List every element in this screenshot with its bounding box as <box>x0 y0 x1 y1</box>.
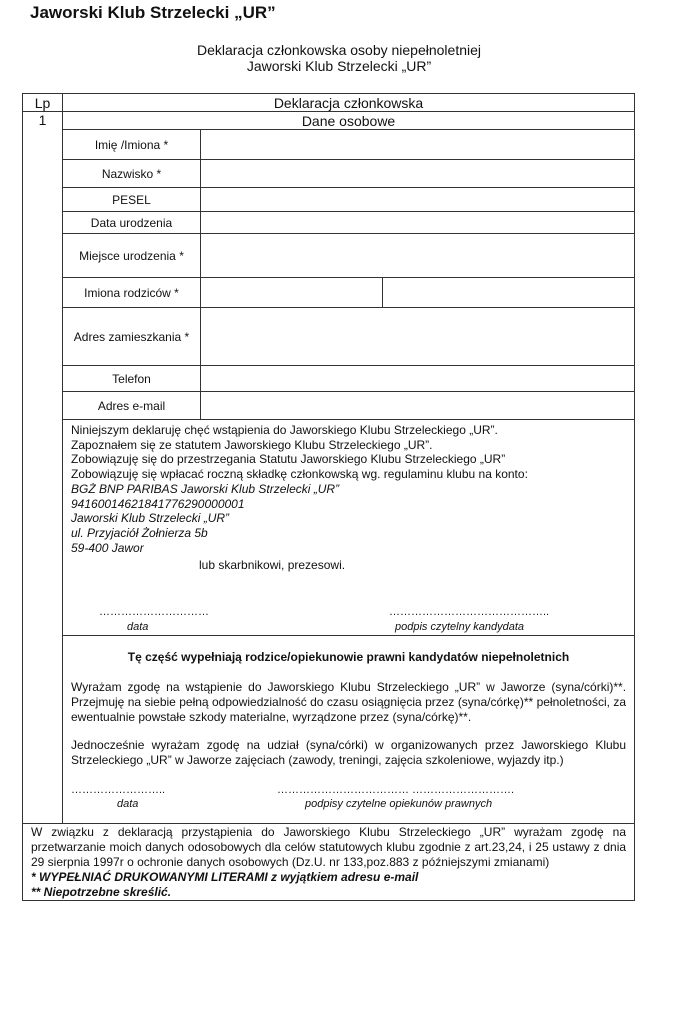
row-number: 1 <box>23 112 63 824</box>
lp-header: Lp <box>23 94 63 112</box>
data-processing-consent: W związku z deklaracją przystąpienia do Jaworskiego Klubu Strzeleckiego „UR” wyrażam zgodę na przetwarzanie moich danych odosobowych dla celów statutowych klubu zgodnie z art.23,24, i 25 ustawy z dnia 29 sierpnia 1997r o ochronie danych osobowych (Dz.U. nr 133,poz.883 z późniejszymi zmianami) <box>31 825 627 870</box>
birth-place-field[interactable] <box>201 234 635 278</box>
form-title: Deklaracja członkowska osoby niepełnoletniej <box>196 42 482 58</box>
footer-section <box>23 824 635 901</box>
first-names-label: Imię /Imiona * <box>63 130 201 160</box>
surname-label: Nazwisko * <box>63 160 201 188</box>
guardian-signature-line[interactable]: ……………………………… ………………………. <box>277 784 515 797</box>
section-title: Dane osobowe <box>63 112 635 130</box>
birth-place-label: Miejsce urodzenia * <box>63 234 201 278</box>
candidate-signature-row <box>71 573 626 635</box>
club-name: Jaworski Klub Strzelecki „UR” <box>30 3 276 22</box>
date-caption: data <box>127 621 149 634</box>
bank-account-number: 94160014621841776290000001 <box>71 496 245 511</box>
bank-name: BGŻ BNP PARIBAS Jaworski Klub Strzelecki „UR” <box>71 481 340 496</box>
holder-city: 59-400 Jawor <box>71 540 144 555</box>
pesel-label: PESEL <box>63 188 201 212</box>
declaration-line: Zobowiązuję się wpłacać roczną składkę członkowską wg. regulaminu klubu na konto: <box>71 467 528 482</box>
birth-date-field[interactable] <box>201 212 635 234</box>
parent-two-field[interactable] <box>383 278 635 308</box>
birth-date-label: Data urodzenia <box>63 212 201 234</box>
uppercase-note: * WYPEŁNIAĆ DRUKOWANYMI LITERAMI z wyjątkiem adresu e-mail <box>31 870 419 885</box>
guardian-signature-caption: podpisy czytelne opiekunów prawnych <box>305 798 493 811</box>
declaration-line: Niniejszym deklaruję chęć wstąpienia do Jaworskiego Klubu Strzeleckiego „UR”. <box>71 423 498 437</box>
activities-consent: Jednocześnie wyrażam zgodę na udział (syna/córki) w organizowanych przez Jaworskiego Klubu Strzeleckiego „UR” w Jaworze zajęciach (zawody, treningi, zajęcia szkoleniowe, wyjazdy itp.) <box>71 738 627 768</box>
parent-one-field[interactable] <box>201 278 383 308</box>
membership-form-table <box>22 93 635 901</box>
declaration-header: Deklaracja członkowska <box>63 94 635 112</box>
treasurer-note: lub skarbnikowi, prezesowi. <box>199 558 346 573</box>
phone-field[interactable] <box>201 366 635 392</box>
first-names-field[interactable] <box>201 130 635 160</box>
phone-label: Telefon <box>63 366 201 392</box>
surname-field[interactable] <box>201 160 635 188</box>
candidate-signature-line[interactable]: …………………………………….. <box>389 606 550 619</box>
date-line[interactable]: ………………………… <box>99 606 209 619</box>
email-label: Adres e-mail <box>63 392 201 420</box>
guardian-consent: Wyrażam zgodę na wstąpienie do Jaworskiego Klubu Strzeleckiego „UR” w Jaworze (syna/córki)**. Przejmuję na siebie pełną odpowiedzialność do czasu osiągnięcia przez (syna/córkę)** pełnoletności, za ewentualnie powstałe szkody materialne, wyrządzone przez (syna/córkę)**. <box>71 680 627 725</box>
declaration-line: Zapoznałem się ze statutem Jaworskiego Klubu Strzeleckiego „UR”. <box>71 437 433 452</box>
candidate-signature-caption: podpis czytelny kandydata <box>395 621 525 634</box>
guardian-signature-row <box>71 768 626 811</box>
guardian-section <box>63 636 635 824</box>
address-field[interactable] <box>201 308 635 366</box>
address-label: Adres zamieszkania * <box>63 308 201 366</box>
pesel-field[interactable] <box>201 188 635 212</box>
declaration-line: Zobowiązuję się do przestrzegania Statutu Jaworskiego Klubu Strzeleckiego „UR” <box>71 452 506 467</box>
account-holder: Jaworski Klub Strzelecki „UR” <box>71 511 230 526</box>
holder-street: ul. Przyjaciół Żołnierza 5b <box>71 525 208 540</box>
guardian-heading: Tę część wypełniają rodzice/opiekunowie prawni kandydatów niepełnoletnich <box>127 650 570 665</box>
guardian-date-caption: data <box>117 798 139 811</box>
guardian-date-line[interactable]: …………………….. <box>71 784 166 797</box>
declaration-section <box>63 420 635 636</box>
email-field[interactable] <box>201 392 635 420</box>
strike-out-note: ** Niepotrzebne skreślić. <box>31 885 172 900</box>
form-subtitle: Jaworski Klub Strzelecki „UR” <box>246 58 432 74</box>
parents-names-label: Imiona rodziców * <box>63 278 201 308</box>
